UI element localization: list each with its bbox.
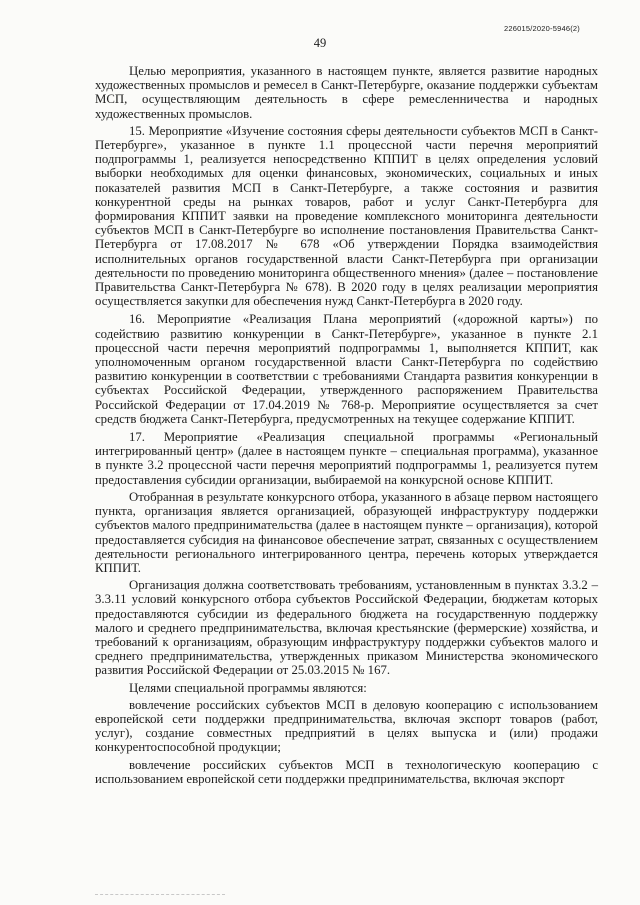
paragraph-17: 17. Мероприятие «Реализация специальной программы «Региональный интегрированный центр» (далее в настоящем пункте – специальная программа), указанное в пункте 3.2 процессной части перечня мероприятий подпрограммы 1, реализуется путем предоставления субсидии организации, выбираемой на конкурсной основе КППИТ. xyxy=(95,430,598,487)
paragraph-15: 15. Мероприятие «Изучение состояния сферы деятельности субъектов МСП в Санкт-Петербурге», указанное в пункте 1.1 процессной части перечня мероприятий подпрограммы 1, реализуется непосредственно КППИТ в целях определения условий выборки необходимых для оценки финансовых, экономических, социальных и иных показателей развития МСП в Санкт-Петербурге, а также состояния и развития конкурентной среды на рынках товаров, работ и услуг Санкт-Петербурга для формирования КППИТ заявки на проведение комплексного мониторинга деятельности субъектов МСП в Санкт-Петербурге во исполнение постановления Правительства Санкт-Петербурга от 17.08.2017 № 678 «Об утверждении Порядка взаимодействия исполнительных органов государственной власти Санкт-Петербурга при организации деятельности по проведению мониторинга общественного мнения» (далее – постановление Правительства Санкт-Петербурга № 678). В 2020 году в целях реализации мероприятия осуществляется закупки для обеспечения нужд Санкт-Петербурга в 2020 году. xyxy=(95,123,598,309)
document-body xyxy=(95,64,598,789)
paragraph-program-goals-heading: Целями специальной программы являются: xyxy=(129,680,367,695)
paragraph-selected-organization: Отобранная в результате конкурсного отбора, указанного в абзаце первом настоящего пункта, организация является организацией, образующей инфраструктуру поддержки субъектов малого предпринимательства (далее в настоящем пункте – организация), которой предоставляется субсидия на финансовое обеспечение затрат, связанных с осуществлением деятельности регионального интегрированного центра, перечень которых утверждается КППИТ. xyxy=(95,489,598,575)
page-bottom-edge xyxy=(95,894,225,897)
page-number: 49 xyxy=(313,36,327,50)
paragraph-goal-tech-cooperation: вовлечение российских субъектов МСП в технологическую кооперацию с использованием европейской сети поддержки предпринимательства, включая экспорт xyxy=(95,757,598,786)
paragraph-goal-business-cooperation: вовлечение российских субъектов МСП в деловую кооперацию с использованием европейской сети поддержки предпринимательства, включая экспорт товаров (работ, услуг), создание совместных предприятий в целях выпуска и (или) продажи конкурентоспособной продукции; xyxy=(95,697,598,755)
paragraph-16: 16. Мероприятие «Реализация Плана мероприятий («дорожной карты») по содействию развитию конкуренции в Санкт-Петербурге», указанное в пункте 2.1 процессной части перечня мероприятий подпрограммы 1, выполняется КППИТ, как уполномоченным органом государственной власти Санкт-Петербурга по содействию развитию конкуренции в соответствии с требованиями Стандарта развития конкуренции в субъектах Российской Федерации, утвержденного распоряжением Правительства Российской Федерации от 17.04.2019 № 768-р. Мероприятие осуществляется за счет средств бюджета Санкт-Петербурга, предусмотренных на текущее содержание КППИТ. xyxy=(95,312,598,426)
paragraph-organization-requirements: Организация должна соответствовать требованиям, установленным в пунктах 3.3.2 – 3.3.11 условий конкурсного отбора субъектов Российской Федерации, бюджетам которых предоставляются субсидии из федерального бюджета на государственную поддержку малого и среднего предпринимательства, включая крестьянские (фермерские) хозяйства, и требований к организациям, образующим инфраструктуру поддержки субъектов малого и среднего предпринимательства, утвержденных приказом Министерства экономического развития Российской Федерации от 25.03.2015 № 167. xyxy=(95,578,598,678)
paragraph-purpose: Целью мероприятия, указанного в настоящем пункте, является развитие народных художественных промыслов и ремесел в Санкт-Петербурге, оказание поддержки субъектам МСП, осуществляющим деятельность в сфере ремесленничества и народных художественных промыслов. xyxy=(95,64,598,121)
document-registration-code: 226015/2020-5946(2) xyxy=(504,24,580,33)
